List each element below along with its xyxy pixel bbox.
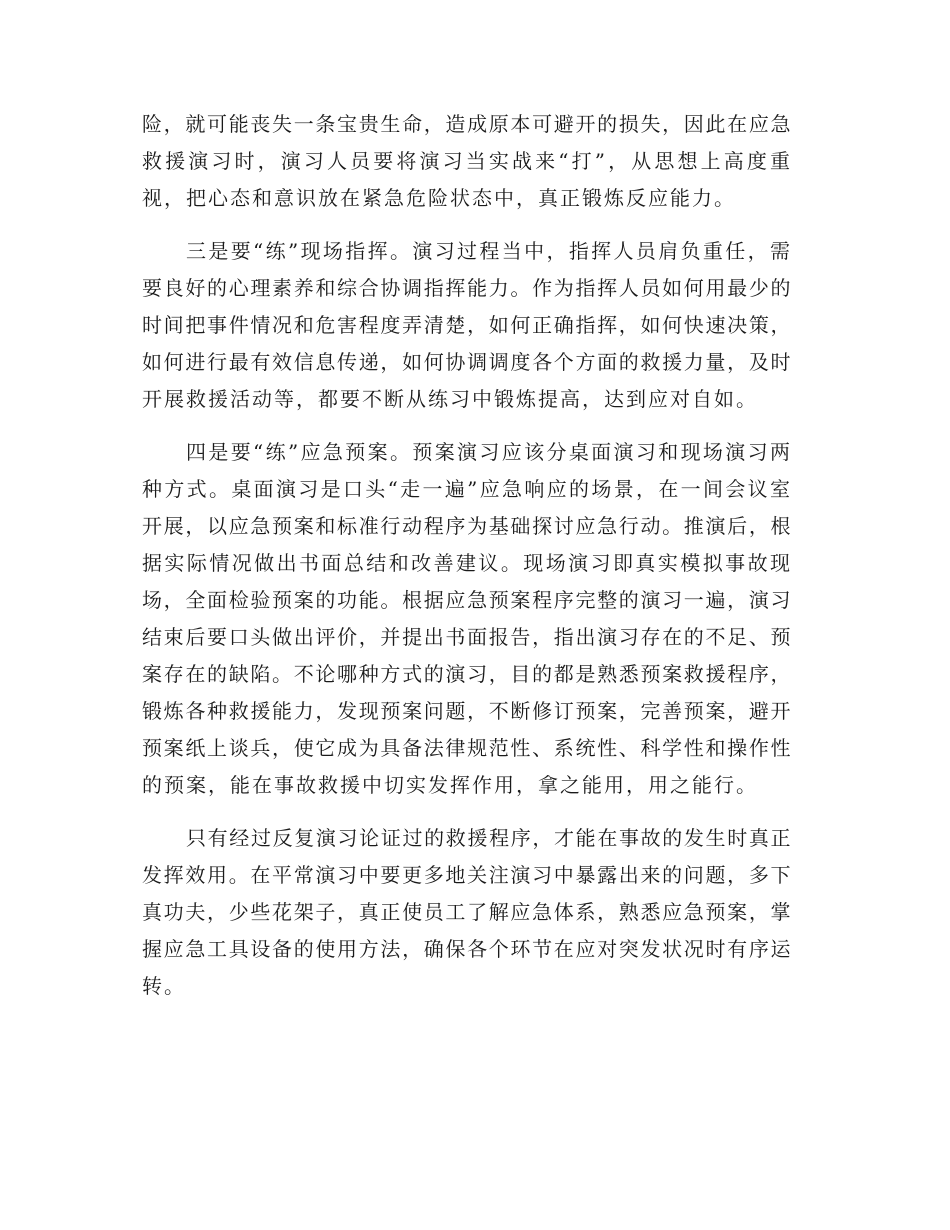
text-line: 种方式。桌面演习是口头“走一遍”应急响应的场景，在一间会议室 (142, 477, 792, 501)
text-line: 视，把心态和意识放在紧急危险状态中，真正锻炼反应能力。 (142, 186, 736, 210)
text-line: 险，就可能丧失一条宝贵生命，造成原本可避开的损失，因此在应急 (142, 112, 792, 136)
paragraph-3 (142, 434, 792, 804)
paragraph-1 (142, 106, 792, 217)
text-line: 预案纸上谈兵，使它成为具备法律规范性、系统性、科学性和操作性 (142, 736, 792, 760)
text-line: 据实际情况做出书面总结和改善建议。现场演习即真实模拟事故现 (142, 551, 792, 575)
text-line: 如何进行最有效信息传递，如何协调调度各个方面的救援力量，及时 (142, 350, 792, 374)
text-line: 只有经过反复演习论证过的救援程序，才能在事故的发生时真正 (186, 826, 792, 850)
text-line: 结束后要口头做出评价，并提出书面报告，指出演习存在的不足、预 (142, 625, 792, 649)
text-line: 开展，以应急预案和标准行动程序为基础探讨应急行动。推演后，根 (142, 514, 792, 538)
text-line: 的预案，能在事故救援中切实发挥作用，拿之能用，用之能行。 (142, 773, 758, 797)
text-line: 要良好的心理素养和综合协调指挥能力。作为指挥人员如何用最少的 (142, 276, 792, 300)
document-body (142, 106, 792, 1005)
paragraph-4 (142, 820, 792, 1005)
text-line: 握应急工具设备的使用方法，确保各个环节在应对突发状况时有序运 (142, 937, 792, 961)
text-line: 开展救援活动等，都要不断从练习中锻炼提高，达到应对自如。 (142, 387, 758, 411)
paragraph-2 (142, 233, 792, 418)
text-line: 转。 (142, 974, 186, 998)
text-line: 场，全面检验预案的功能。根据应急预案程序完整的演习一遍，演习 (142, 588, 792, 612)
text-line: 发挥效用。在平常演习中要更多地关注演习中暴露出来的问题，多下 (142, 863, 792, 887)
text-line: 锻炼各种救援能力，发现预案问题，不断修订预案，完善预案，避开 (142, 699, 792, 723)
paragraph-spacer (142, 217, 792, 233)
text-line: 真功夫，少些花架子，真正使员工了解应急体系，熟悉应急预案，掌 (142, 900, 792, 924)
text-line: 救援演习时，演习人员要将演习当实战来“打”，从思想上高度重 (142, 149, 792, 173)
text-line: 时间把事件情况和危害程度弄清楚，如何正确指挥，如何快速决策， (142, 313, 792, 337)
text-line: 案存在的缺陷。不论哪种方式的演习，目的都是熟悉预案救援程序， (142, 662, 792, 686)
text-line: 四是要“练”应急预案。预案演习应该分桌面演习和现场演习两 (186, 440, 792, 464)
text-line: 三是要“练”现场指挥。演习过程当中，指挥人员肩负重任，需 (186, 239, 792, 263)
paragraph-spacer (142, 418, 792, 434)
paragraph-spacer (142, 804, 792, 820)
